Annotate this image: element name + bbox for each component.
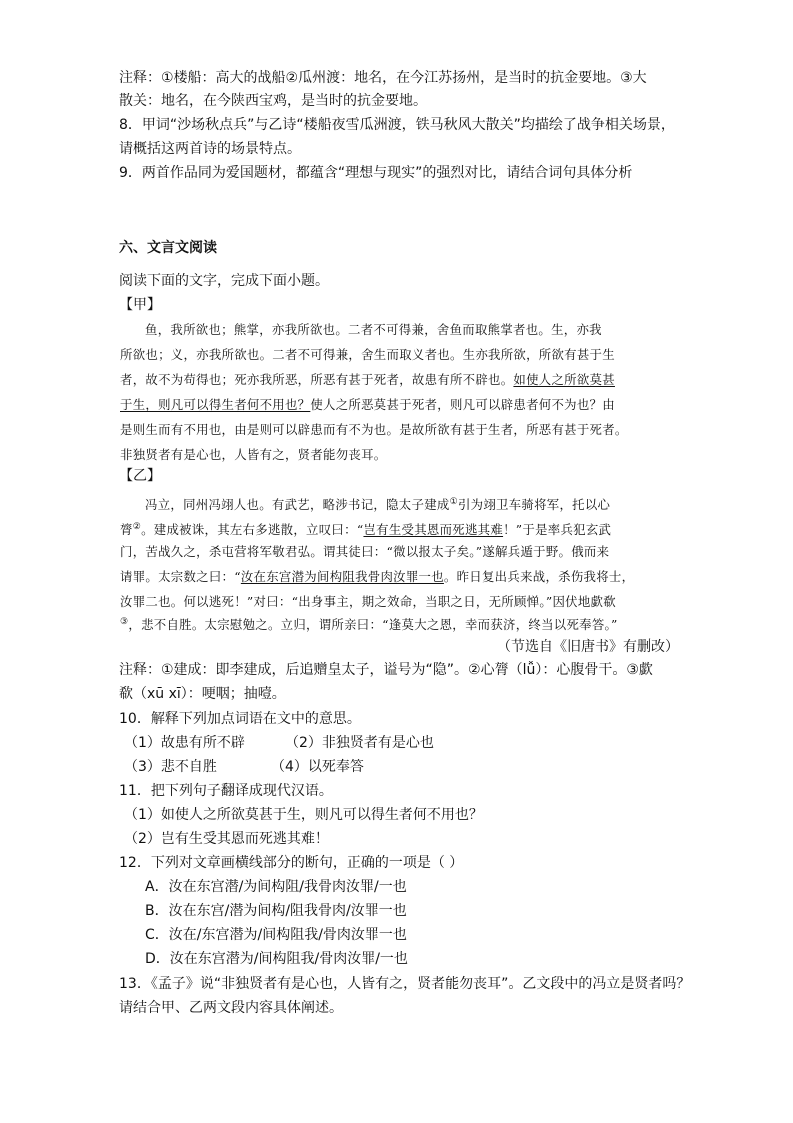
question-12-option-d: D．汝在东宫潜为/间构阻我/骨肉汝罪/一也 <box>145 951 408 967</box>
passage-jia-label: 【甲】 <box>119 297 161 313</box>
yi-line-3: 门，苦战久之，杀屯营将军敬君弘。谓其徒曰：“微以报太子矣。”遂解兵遁于野。俄而来 <box>120 544 610 559</box>
jia-line-3-text: 者，故不为苟得也；死亦我所恶，所恶有甚于死者，故患有所不辟也。 <box>120 372 514 387</box>
poem-note-line-2: 散关：地名，在今陕西宝鸡，是当时的抗金要地。 <box>119 93 427 109</box>
question-8-line-2: 请概括这两首诗的场景特点。 <box>119 141 301 157</box>
yi-line-4-text-b: 。昨日复出兵来战，杀伤我将士， <box>443 569 635 584</box>
jia-line-4-text: 使人之所恶莫甚于死者，则凡可以辟患者何不为也？由 <box>310 397 615 412</box>
jia-line-5: 是则生而有不用也，由是则可以辟患而有不为也。是故所欲有甚于生者，所恶有甚于死者。 <box>120 422 628 437</box>
yi-line-2-text-c: ！”于是率兵犯玄武 <box>503 522 612 538</box>
jia-line-1: 鱼，我所欲也；熊掌，亦我所欲也。二者不可得兼，舍鱼而取熊掌者也。生，亦我 <box>145 322 602 337</box>
yi-line-1-text-a: 冯立，同州冯翊人也。有武艺，略涉书记，隐太子建成 <box>145 497 450 513</box>
passage-yi-label: 【乙】 <box>119 468 161 484</box>
yi-line-5: 汝罪二也。何以逃死！”对曰：“出身事主，期之效命，当职之日，无所顾惮。”因伏地歔欷 <box>120 594 616 609</box>
jia-line-2: 所欲也；义，亦我所欲也。二者不可得兼，舍生而取义者也。生亦我所欲，所欲有甚于生 <box>120 347 615 362</box>
yi-underlined-sentence-1: 岂有生受其恩而死逃其难 <box>363 522 504 538</box>
question-10: 10．解释下列加点词语在文中的意思。 <box>119 711 361 727</box>
question-12-option-b: B．汝在东宫/潜为间构/阻我骨肉/汝罪一也 <box>145 903 407 919</box>
poem-note-line-1: 注释：①楼船：高大的战船②瓜州渡：地名，在今江苏扬州，是当时的抗金要地。③大 <box>119 70 647 86</box>
yi-line-1-text-b: 引为翊卫车骑将军，托以心 <box>457 497 611 513</box>
yi-notes-line-2: 欷（xū xī）：哽咽；抽噎。 <box>119 686 286 702</box>
question-12-option-a: A．汝在东宫潜/为间构阻/我骨肉汝罪/一也 <box>145 879 407 895</box>
yi-line-1 <box>145 492 610 515</box>
yi-line-2 <box>120 517 611 540</box>
yi-underlined-sentence-2: 汝在东宫潜为间构阻我骨肉汝罪一也 <box>240 569 444 584</box>
section-6-heading: 六、文言文阅读 <box>119 240 217 256</box>
footnote-marker-3: ③ <box>120 617 129 627</box>
jia-line-6: 非独贤者有是心也，人皆有之，贤者能勿丧耳。 <box>120 447 387 462</box>
question-11-item-1: （1）如使人之所欲莫甚于生，则凡可以得生者何不用也？ <box>124 807 483 823</box>
question-12-option-c: C．汝在/东宫潜为/间构阻我/骨肉汝罪一也 <box>145 927 407 943</box>
yi-line-4-text-a: 请罪。太宗数之曰：“ <box>120 569 241 584</box>
jia-line-4 <box>120 395 615 415</box>
jia-underlined-sentence-part-2: 于生，则凡可以得生者何不用也？ <box>120 397 311 412</box>
question-13-line-2: 请结合甲、乙两文段内容具体阐述。 <box>119 1000 343 1016</box>
yi-notes-line-1: 注释：①建成：即李建成，后追赠皇太子，谥号为“隐”。②心膂（lǚ）：心腹骨干。③歔 <box>119 662 653 678</box>
reading-instruction: 阅读下面的文字，完成下面小题。 <box>119 273 329 289</box>
question-10-item-2: （2）非独贤者有是心也 <box>285 735 434 751</box>
footnote-marker-2: ② <box>132 522 142 532</box>
yi-line-6-text-b: ，悲不自胜。太宗慰勉之。立归，谓所亲曰：“逢莫大之恩，幸而获济，终当以死奉答。” <box>128 617 618 633</box>
question-8-line-1: 8．甲词“沙场秋点兵”与乙诗“楼船夜雪瓜洲渡，铁马秋风大散关”均描绘了战争相关场景， <box>119 117 675 133</box>
yi-line-2-text-b: 。建成被诛，其左右多逃散，立叹曰：“ <box>141 522 364 538</box>
question-11: 11．把下列句子翻译成现代汉语。 <box>119 783 333 799</box>
source-citation: （节选自《旧唐书》有删改） <box>497 639 679 655</box>
question-11-item-2: （2）岂有生受其恩而死逃其难！ <box>124 831 329 847</box>
question-10-item-3: （3）悲不自胜 <box>124 759 217 775</box>
question-10-item-1: （1）故患有所不辟 <box>124 735 245 751</box>
question-12: 12．下列对文章画横线部分的断句，正确的一项是（ ） <box>119 855 464 871</box>
footnote-marker-1: ① <box>449 497 458 507</box>
question-10-item-4: （4）以死奉答 <box>271 759 364 775</box>
yi-line-4 <box>120 567 634 587</box>
jia-line-3 <box>120 370 615 390</box>
yi-line-2-text-a: 膂 <box>120 522 133 538</box>
yi-line-6 <box>120 612 618 635</box>
question-9: 9．两首作品同为爱国题材，都蕴含“理想与现实”的强烈对比，请结合词句具体分析 <box>119 165 633 181</box>
jia-underlined-sentence-part-1: 如使人之所欲莫甚 <box>513 372 615 387</box>
question-13-line-1: 13．《孟子》说“非独贤者有是心也，人皆有之，贤者能勿丧耳”。乙文段中的冯立是贤者吗？ <box>119 976 691 992</box>
